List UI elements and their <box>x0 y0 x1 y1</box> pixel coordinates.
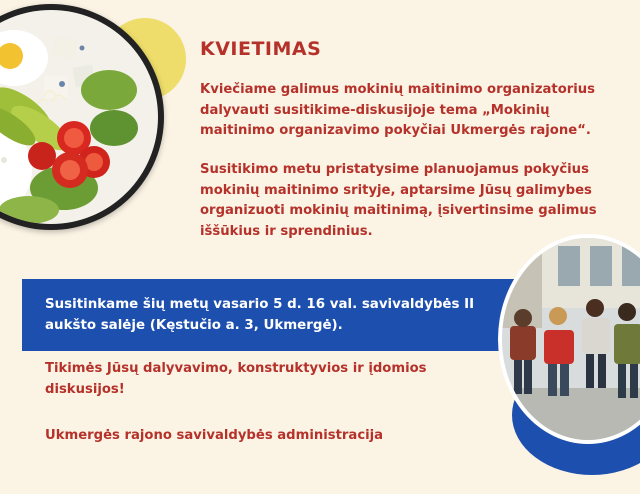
closing-text: Tikimės Jūsų dalyvavimo, konstruktyvios ir įdomios diskusijos! <box>45 361 427 397</box>
meeting-info: Susitinkame šių metų vasario 5 d. 16 val. savivaldybės II aukšto salėje (Kęstučio a. 3, Ukmergė). <box>45 297 475 333</box>
invitation-paragraph: Kviečiame galimus mokinių maitinimo organizatorius dalyvauti susitikime-diskusijoje tema „Mokinių maitinimo organizavimo pokyčiai Ukmergės rajone“. <box>200 82 596 138</box>
signature: Ukmergės rajono savivaldybės administracija <box>45 428 384 443</box>
details-paragraph: Susitikimo metu pristatysime planuojamus pokyčius mokinių maitinimo srityje, aptarsime Jūsų galimybes organizuoti mokinių maitinimą, įsivertinsime galimus iššūkius ir sprendinius. <box>200 162 597 239</box>
page-title: KVIETIMAS <box>200 38 322 60</box>
